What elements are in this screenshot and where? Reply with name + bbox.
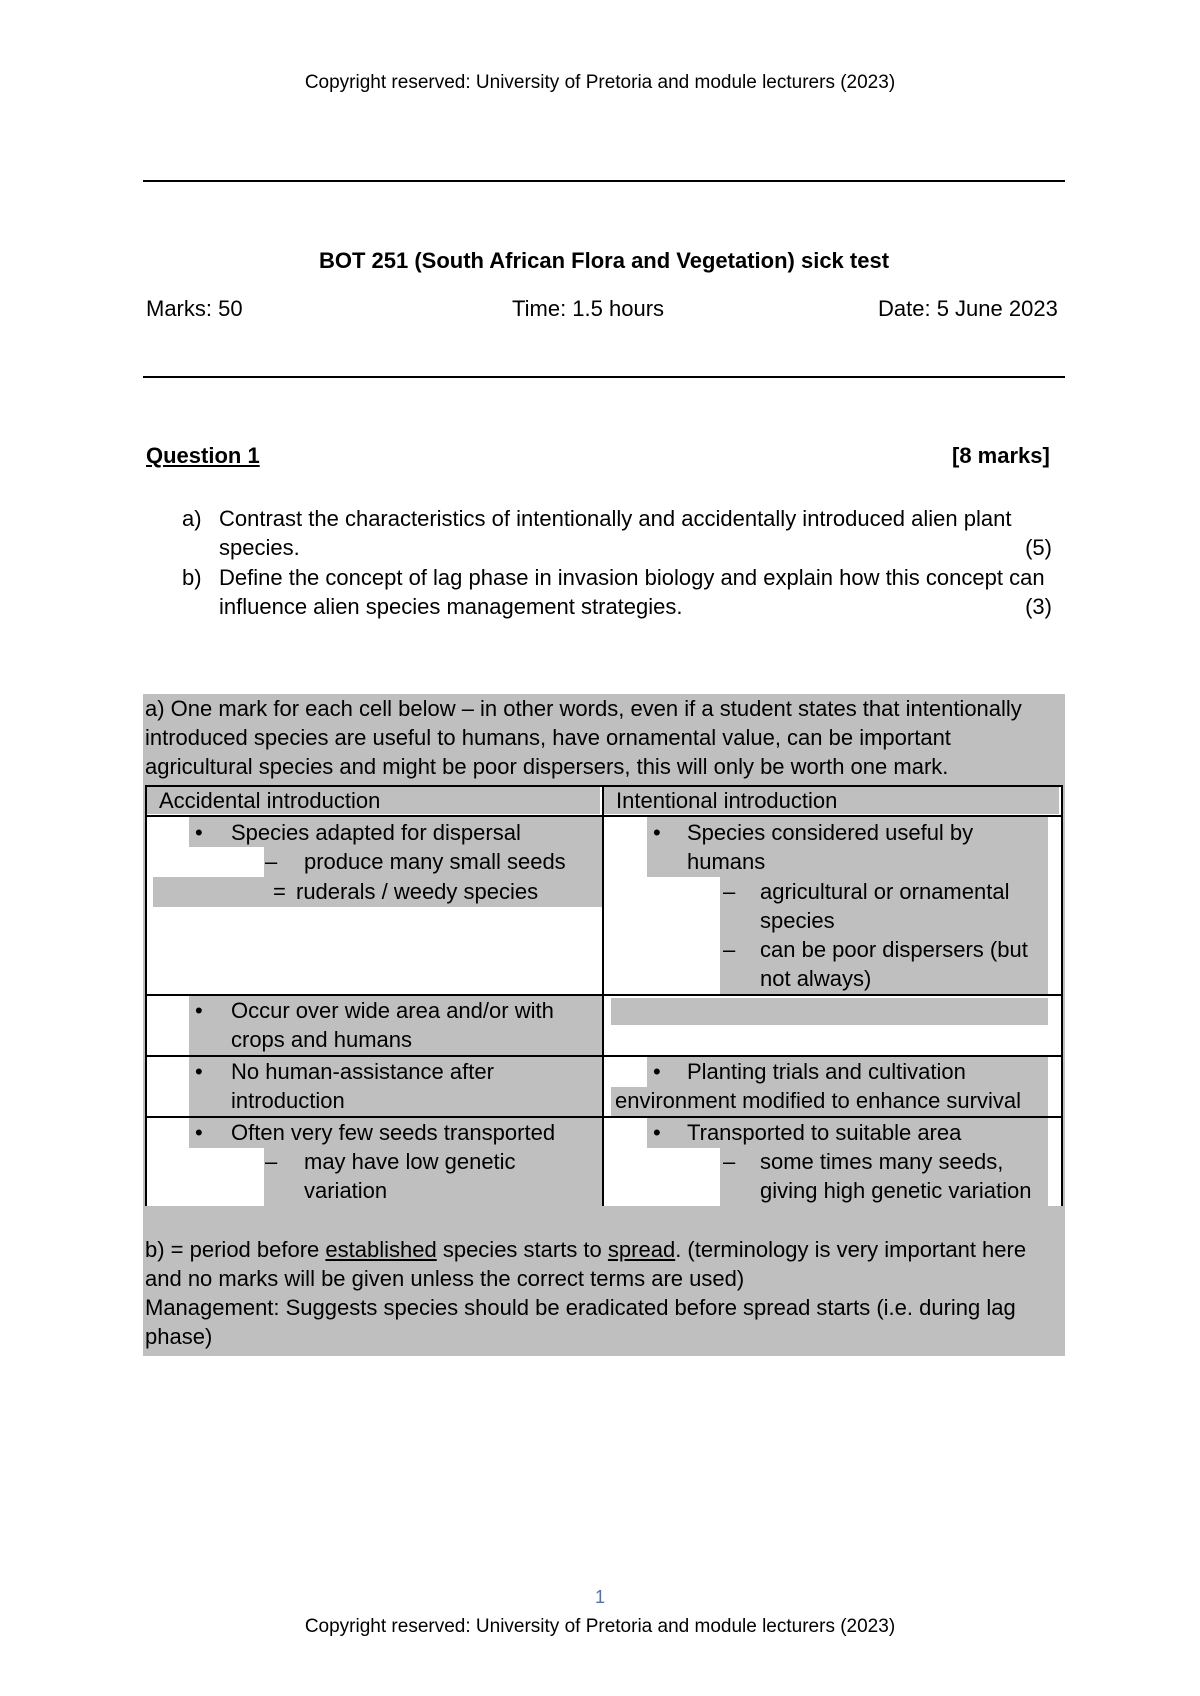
answer-b-line: b) = period before established species starts to spread. (terminology is very important here xyxy=(145,1237,1027,1262)
bullet: • xyxy=(195,820,203,845)
answer-table xyxy=(145,785,1063,1206)
top-rule xyxy=(143,180,1065,182)
cell-text: giving high genetic variation xyxy=(760,1178,1032,1203)
marks-total: Marks: 50 xyxy=(146,296,243,321)
cell-text: some times many seeds, xyxy=(760,1149,1004,1174)
bullet: • xyxy=(195,998,203,1023)
part-marks: (5) xyxy=(1025,535,1052,560)
cell-text: agricultural or ornamental xyxy=(760,879,1010,904)
bullet: • xyxy=(195,1120,203,1145)
question-part-a xyxy=(146,504,1052,564)
cell-text: No human-assistance after xyxy=(231,1059,494,1084)
dash: – xyxy=(265,849,278,874)
part-label: a) xyxy=(182,506,202,531)
cell-text: ruderals / weedy species xyxy=(296,879,539,904)
dash: – xyxy=(265,1149,278,1174)
cell-text: introduction xyxy=(231,1088,345,1113)
answer-b-line: and no marks will be given unless the correct terms are used) xyxy=(145,1266,745,1291)
cell-text: crops and humans xyxy=(231,1027,412,1052)
part-marks: (3) xyxy=(1025,594,1052,619)
cell-text: may have low genetic xyxy=(304,1149,516,1174)
cell-text: Planting trials and cultivation xyxy=(687,1059,966,1084)
dash: – xyxy=(723,879,736,904)
cell-text: Species considered useful by xyxy=(687,820,974,845)
dash: – xyxy=(723,1149,736,1174)
cell-text: Occur over wide area and/or with xyxy=(231,998,554,1023)
cell-text: can be poor dispersers (but xyxy=(760,937,1028,962)
cell-text: environment modified to enhance survival xyxy=(615,1088,1022,1113)
col-header-accidental: Accidental introduction xyxy=(147,787,600,814)
dash: – xyxy=(723,937,736,962)
cell-text: Species adapted for dispersal xyxy=(231,820,521,845)
question-title: Question 1 xyxy=(146,443,260,468)
bullet: • xyxy=(195,1059,203,1084)
time-allowed: Time: 1.5 hours xyxy=(512,296,665,321)
part-text: species. xyxy=(219,535,300,560)
bottom-rule xyxy=(143,376,1065,378)
bullet: • xyxy=(653,820,661,845)
col-header-intentional: Intentional introduction xyxy=(604,787,1059,814)
part-text: influence alien species management strategies. xyxy=(219,594,683,619)
cell-text: Often very few seeds transported xyxy=(231,1120,556,1145)
header-copyright: Copyright reserved: University of Pretoria and module lecturers (2023) xyxy=(304,72,896,93)
cell-text: produce many small seeds xyxy=(304,849,566,874)
cell-text: humans xyxy=(687,849,766,874)
cell-text: species xyxy=(760,908,835,933)
answer-management-line: phase) xyxy=(145,1324,213,1349)
cell-text: Transported to suitable area xyxy=(687,1120,962,1145)
question-part-b xyxy=(146,563,1052,623)
answer-intro-line: introduced species are useful to humans, have ornamental value, can be important xyxy=(145,725,951,750)
bullet: • xyxy=(653,1120,661,1145)
bullet: • xyxy=(653,1059,661,1084)
cell-text: variation xyxy=(304,1178,388,1203)
empty-shaded-cell xyxy=(611,998,1048,1025)
test-date: Date: 5 June 2023 xyxy=(878,296,1058,321)
answer-management-line: Management: Suggests species should be eradicated before spread starts (i.e. during lag xyxy=(145,1295,1016,1320)
answer-intro-line: a) One mark for each cell below – in other words, even if a student states that intentionally xyxy=(145,696,1022,721)
question-marks: [8 marks] xyxy=(952,443,1050,468)
footer-copyright: Copyright reserved: University of Pretoria and module lecturers (2023) xyxy=(304,1616,896,1637)
answer-part-b xyxy=(143,1206,1065,1356)
part-text: Define the concept of lag phase in invasion biology and explain how this concept can xyxy=(219,565,1045,590)
cell-text: not always) xyxy=(760,966,872,991)
answer-intro xyxy=(143,694,1065,786)
part-label: b) xyxy=(182,565,202,590)
part-text: Contrast the characteristics of intentionally and accidentally introduced alien plant xyxy=(219,506,1012,531)
answer-intro-line: agricultural species and might be poor dispersers, this will only be worth one mark. xyxy=(145,754,949,779)
equals-sign: = xyxy=(273,879,286,904)
page-number: 1 xyxy=(594,1587,605,1607)
test-title: BOT 251 (South African Flora and Vegetation) sick test xyxy=(318,248,890,273)
